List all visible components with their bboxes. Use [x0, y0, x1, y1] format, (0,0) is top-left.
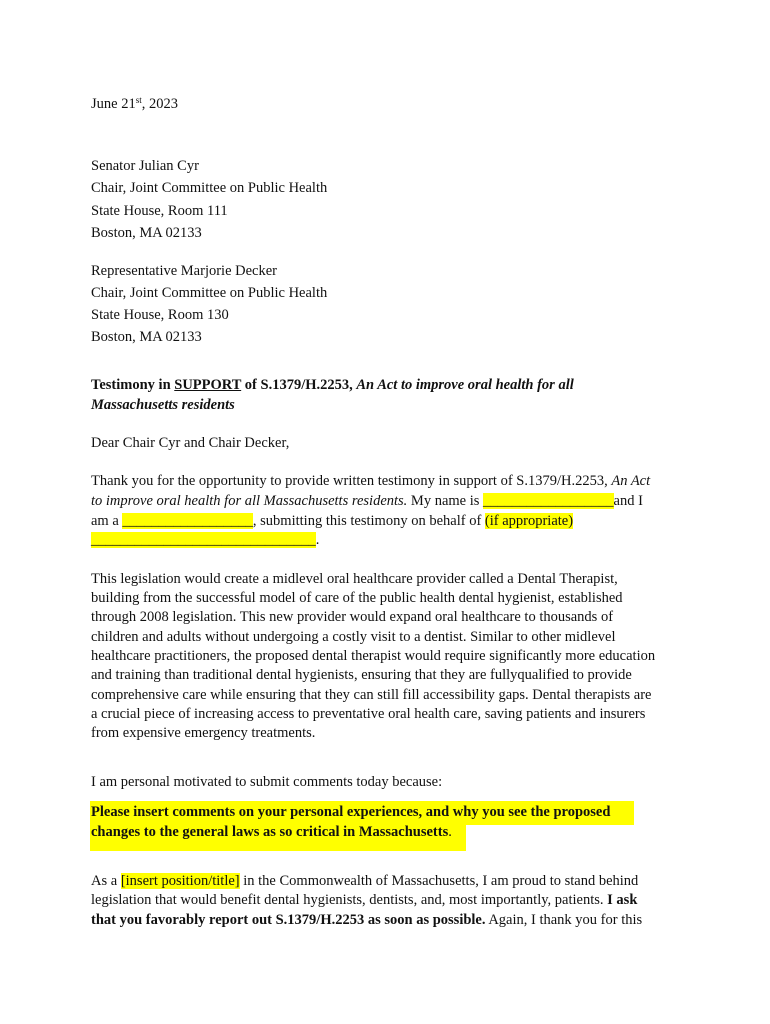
intro-text: , submitting this testimony on behalf of [252, 513, 485, 529]
instruction-line2[interactable] [91, 822, 452, 842]
subject-prefix: Testimony in [91, 377, 175, 393]
closing-text: As a [91, 873, 121, 889]
subject-act-title: An Act to improve oral health for all [356, 377, 574, 393]
body-line: a crucial piece of increasing access to preventative oral health care, saving patients and insurers [91, 706, 646, 722]
recipient2-address-line1: State House, Room 130 [91, 307, 229, 323]
closing-text: Again, I thank you for this [485, 912, 643, 928]
position-title-placeholder[interactable]: [insert position/title] [120, 873, 240, 889]
body-line: through 2008 legislation. This new provider would expand oral healthcare to thousands of [91, 609, 614, 625]
recipient2-address-line2: Boston, MA 02133 [91, 329, 202, 345]
subject-bill: of S.1379/H.2253, [241, 377, 357, 393]
recipient1-address-line2: Boston, MA 02133 [91, 225, 202, 241]
motivation-line: I am personal motivated to submit comments today because: [91, 774, 443, 790]
closing-line3 [91, 910, 642, 930]
body-line: This legislation would create a midlevel oral healthcare provider called a Dental Therapist, [91, 571, 618, 587]
salutation: Dear Chair Cyr and Chair Decker, [91, 435, 290, 451]
subject-act-title-cont: Massachusetts residents [91, 397, 235, 413]
intro-text: Thank you for the opportunity to provide written testimony in support of S.1379/H.2253, [91, 473, 612, 489]
intro-line1 [91, 471, 650, 491]
recipient1-title: Chair, Joint Committee on Public Health [91, 180, 328, 196]
role-blank[interactable]: __________________ [122, 513, 253, 529]
body-line: and training than traditional dental hygienists, ensuring that they are fullyqualified to provide [91, 667, 632, 683]
body-line: healthcare practitioners, the proposed dental therapist would require significantly more education [91, 648, 656, 664]
instruction-end: . [448, 824, 452, 840]
closing-line2 [91, 890, 637, 910]
body-line: comprehensive care while ensuring that they can still fill accessibility gaps. Dental therapists are [91, 687, 652, 703]
intro-line4 [91, 530, 319, 550]
subject-support: SUPPORT [174, 377, 242, 393]
intro-line3 [91, 511, 573, 531]
closing-request: that you favorably report out S.1379/H.2253 as soon as possible. [91, 912, 486, 928]
recipient1-address-line1: State House, Room 111 [91, 203, 228, 219]
name-blank[interactable]: __________________ [483, 493, 614, 509]
closing-request: I ask [607, 892, 638, 908]
date-year: , 2023 [141, 96, 178, 112]
intro-text: . [315, 532, 320, 548]
intro-line2 [91, 491, 643, 511]
intro-text: My name is [407, 493, 484, 509]
intro-text: am a [91, 513, 123, 529]
instruction-line1[interactable]: Please insert comments on your personal experiences, and why you see the proposed [91, 804, 611, 820]
body-line: from expensive emergency treatments. [91, 725, 316, 741]
closing-text: legislation that would benefit dental hygienists, dentists, and, most importantly, patients. [91, 892, 608, 908]
instruction-text: changes to the general laws as so critical in Massachusetts [91, 824, 449, 840]
if-appropriate-note: (if appropriate) [484, 513, 574, 529]
recipient1-name: Senator Julian Cyr [91, 158, 199, 174]
date-suffix: st [135, 95, 142, 105]
recipient2-title: Chair, Joint Committee on Public Health [91, 285, 328, 301]
body-line: building from the successful model of care of the public health dental hygienist, established [91, 590, 623, 606]
letter-date [91, 94, 178, 114]
closing-text: in the Commonwealth of Massachusetts, I am proud to stand behind [239, 873, 639, 889]
body-line: children and adults without undergoing a costly visit to a dentist. Similar to other midlevel [91, 629, 616, 645]
organization-blank[interactable]: _______________________________ [91, 532, 316, 548]
intro-text: and I [613, 493, 643, 509]
date-text: June 21 [91, 96, 136, 112]
closing-line1 [91, 871, 638, 891]
intro-act-title: An Act [611, 473, 651, 489]
intro-act-title-cont: to improve oral health for all Massachusetts residents. [91, 493, 408, 509]
subject-line [91, 375, 574, 395]
recipient2-name: Representative Marjorie Decker [91, 263, 277, 279]
